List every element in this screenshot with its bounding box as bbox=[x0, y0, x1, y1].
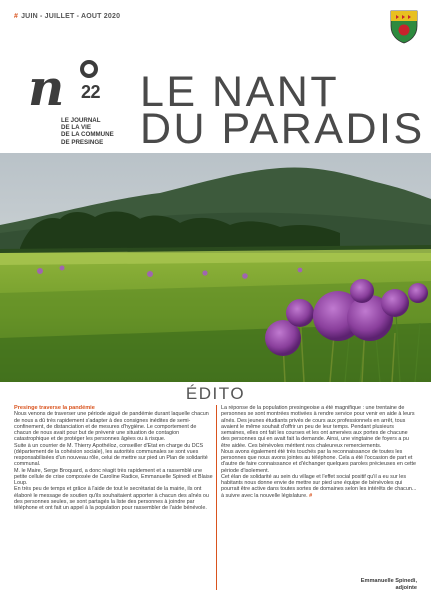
edito-paragraph-text: Cet élan de solidarité au sein du village et l'effet social positif qu'il a eu sur les habitants nous donne envie de mettre sur pied une équipe de bénévoles qui pourrait être active dans toutes sortes de domaines selon les intérêts de chacun... à suivre avec la nouvelle législature. bbox=[221, 473, 417, 499]
edito-paragraph: Nous avons également été très touchés par la reconnaissance de toutes les personnes que nous avons jointes au téléphone. Cela a été l'occasion de part et d'autre de faire connaissance et d'échanger quelques paroles précieuses en cette période d'isolement. bbox=[221, 448, 417, 474]
signature bbox=[300, 578, 417, 592]
edito-subhead: Presinge traverse la pandémie bbox=[14, 405, 95, 411]
edition-date bbox=[14, 13, 120, 20]
edito-paragraph: La réponse de la population presingeoise a été magnifique : une trentaine de personnes se sont montrées motivées à rendre service pour venir en aide à leurs aînés. Des jeunes étudiants privés de cours aux professionnels en arrêt, tous avaient le même souhait d'offrir un peu de leur temps. Pendant plusieurs semaines, elles ont fait les courses et les ont amenées aux portes de chacune des personnes qui en avait fait la demande. Ainsi, une vingtaine de foyers a pu être aidée. Ces bénévoles méritent nos chaleureux remerciements. bbox=[221, 405, 415, 449]
journal-subtitle bbox=[61, 117, 114, 146]
issue-o-ring bbox=[80, 60, 98, 78]
issue-number-badge bbox=[28, 60, 112, 118]
journal-subtitle-line: DE LA COMMUNE bbox=[61, 131, 114, 139]
edito-paragraph: Nous venons de traverser une période aiguë de pandémie durant laquelle chacun de nous a dû très rapidement s'adapter à des consignes inédites de semi-confinement, de distanciation et de mesures d'hygiène. Le comportement de chacun de nous avait pour but de prévenir une situation de contagion catastrophique et de protéger les personnes âgées ou à risque. bbox=[14, 411, 209, 443]
edito-heading: ÉDITO bbox=[185, 384, 246, 403]
journal-subtitle-line: DE PRESINGE bbox=[61, 138, 104, 146]
journal-subtitle-line: LE JOURNAL bbox=[61, 117, 101, 124]
end-mark: # bbox=[309, 492, 313, 499]
journal-subtitle-line: DE LA VIE bbox=[61, 124, 92, 132]
issue-n-letter: n bbox=[28, 58, 65, 117]
signature-role: adjointe bbox=[395, 585, 417, 591]
edito-paragraph: Suite à un courrier de M. Thierry Apothéloz, conseiller d'Etat en charge du DCS (département de la cohésion sociale), les autorités communales se sont vues responsabilisées d'un nouveau rôle, celui de mettre sur pied un Plan de solidarité communal. bbox=[14, 442, 208, 468]
masthead-title-line-1: LE NANT bbox=[140, 68, 340, 116]
column-divider bbox=[216, 405, 217, 590]
issue-number: 22 bbox=[81, 82, 101, 102]
edition-date-text: JUIN - JUILLET - AOUT 2020 bbox=[21, 13, 121, 20]
coat-of-arms-icon bbox=[390, 10, 418, 44]
signature-name: Emmanuelle Spinedi, bbox=[360, 578, 417, 584]
edito-paragraph bbox=[221, 474, 417, 499]
edito-paragraph: M. le Maire, Serge Broquard, a donc réagit très rapidement et a rassemblé une petite cellule de crise composée de Caroline Radice, Emmanuelle Spinedi et Blaise Loup. bbox=[14, 467, 213, 486]
edito-paragraph: En très peu de temps et grâce à l'aide de tout le secrétariat de la mairie, ils ont élaboré le message de soutien qu'ils souhaitaient apporter à chacun des aînés ou des personnes seules, se sont partagés la liste des personnes à joindre par téléphone et ont fait un appel à la population pour rassembler de l'aide bénévole. bbox=[14, 486, 209, 511]
masthead-title-line-2: DU PARADIS bbox=[140, 105, 425, 153]
landscape-photo bbox=[0, 153, 431, 382]
edito-right-column bbox=[221, 405, 417, 499]
edito-left-column bbox=[14, 405, 213, 511]
hash-mark: # bbox=[14, 13, 19, 20]
